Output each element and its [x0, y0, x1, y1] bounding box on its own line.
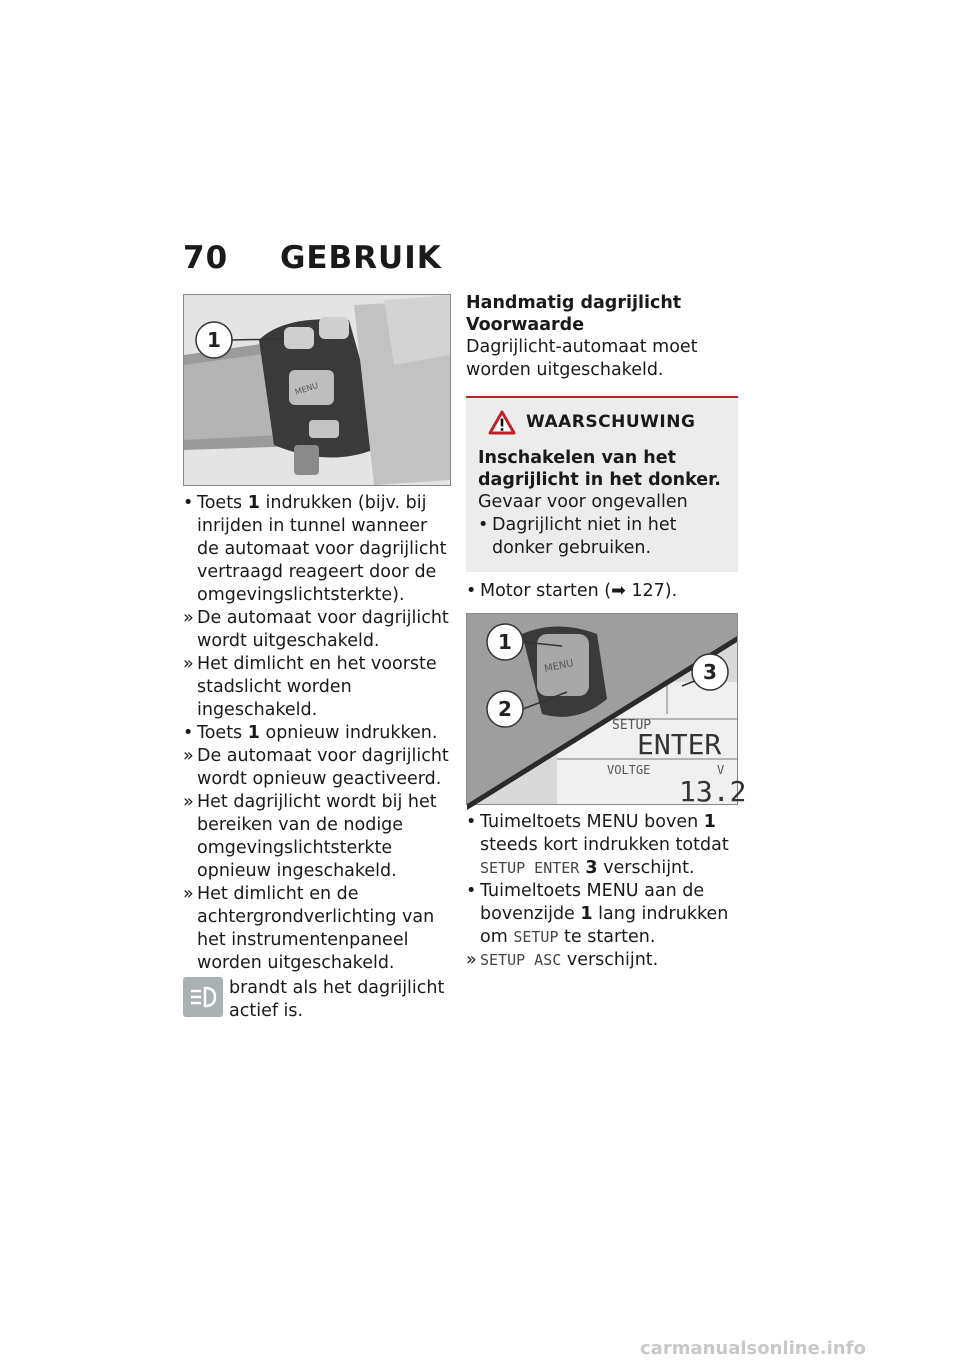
figure-callout-1: 1 [498, 630, 512, 654]
section-heading: Handmatig dagrijlicht [466, 293, 682, 313]
precondition-text: Dagrijlicht-automaat moet worden uitgeschakeld. [466, 337, 698, 380]
list-item: • Motor starten (➡ 127). [466, 581, 678, 601]
svg-text:V: V [717, 763, 725, 777]
svg-text:MENU: MENU [543, 657, 575, 675]
list-item: • Toets 1 opnieuw indrukken. [183, 723, 438, 743]
list-item: » Het dagrijlicht wordt bij het bereiken van de nodige omgevingslichtsterkte opnieuw ingeschakeld. [183, 792, 437, 881]
warning-text: Gevaar voor ongevallen [478, 492, 688, 512]
figure-callout-1: 1 [207, 328, 221, 352]
page-ref-arrow-icon: ➡ [611, 581, 626, 601]
section-title: GEBRUIK [279, 240, 442, 276]
list-item: » De automaat voor dagrijlicht wordt opnieuw geactiveerd. [183, 746, 449, 789]
warning-bullet: • Dagrijlicht niet in het donker gebruiken. [478, 515, 677, 558]
list-item: » De automaat voor dagrijlicht wordt uitgeschakeld. [183, 608, 449, 651]
svg-text:ENTER: ENTER [637, 728, 722, 761]
svg-text:VOLTGE: VOLTGE [607, 763, 651, 777]
watermark: carmanualsonline.info [640, 1338, 866, 1359]
svg-text:13.2: 13.2 [679, 775, 747, 808]
warning-heading: Inschakelen van het dagrijlicht in het donker. [478, 448, 721, 490]
svg-text:SETUP: SETUP [612, 718, 652, 733]
daylight-indicator-note [183, 977, 451, 1023]
right-column [466, 292, 747, 972]
daytime-running-light-icon [183, 977, 223, 1017]
list-item: • Tuimeltoets MENU boven 1 steeds kort indrukken totdat SETUP ENTER 3 verschijnt. [466, 812, 729, 878]
display-menu-figure [466, 613, 747, 808]
figure-callout-2: 2 [498, 697, 512, 721]
list-item: » SETUP ASC verschijnt. [466, 950, 659, 970]
precondition-heading: Voorwaarde [466, 315, 585, 335]
list-item: » Het dimlicht en het voorste stadslicht worden ingeschakeld. [183, 654, 437, 720]
list-item: • Toets 1 indrukken (bijv. bij inrijden in tunnel wanneer de automaat voor dagrijlicht vertraagd reageert door de omgevingslichtsterkte). [183, 493, 447, 605]
left-column [183, 294, 451, 1023]
page-number: 70 [183, 240, 229, 276]
handlebar-switch-figure [183, 294, 451, 486]
list-item: » Het dimlicht en de achtergrondverlichting van het instrumentenpaneel worden uitgeschakeld. [183, 884, 435, 973]
warning-box [466, 396, 738, 572]
list-item: • Tuimeltoets MENU aan de bovenzijde 1 lang indrukken om SETUP te starten. [466, 881, 729, 947]
svg-text:MENU: MENU [293, 380, 320, 397]
figure-callout-3: 3 [703, 660, 717, 684]
warning-triangle-icon [488, 410, 516, 435]
indicator-description: brandt als het dagrijlicht actief is. [229, 978, 445, 1021]
warning-title: WAARSCHUWING [478, 410, 726, 435]
page-header [183, 240, 442, 276]
